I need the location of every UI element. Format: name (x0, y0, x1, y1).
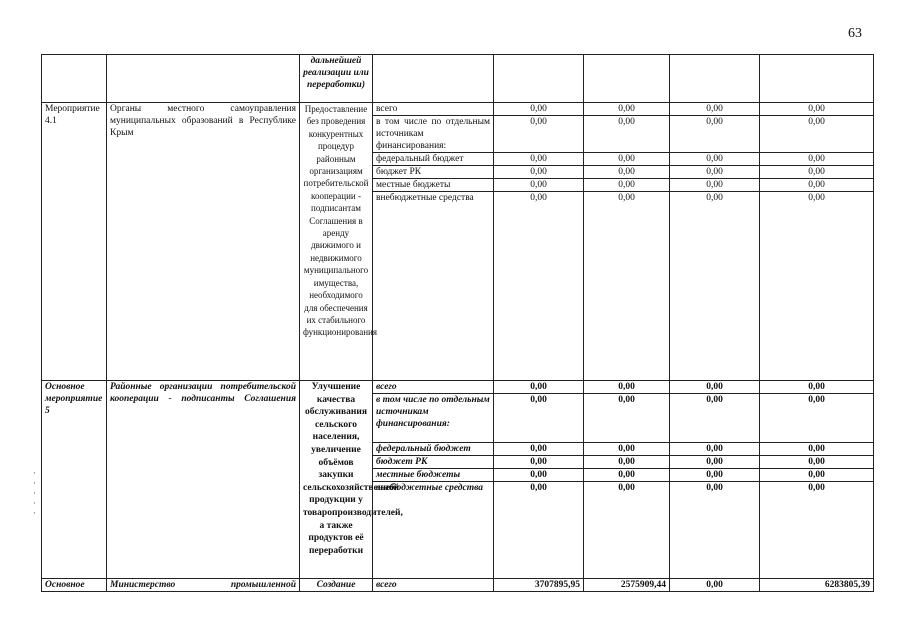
source-label: федеральный бюджет (373, 153, 494, 166)
value-cell: 0,00 (670, 116, 760, 153)
source-label: в том числе по отдельным источникам финансирования: (373, 394, 494, 443)
value-cell: 0,00 (494, 469, 584, 482)
value-cell: 2575909,44 (584, 579, 670, 592)
value-cell: 0,00 (494, 381, 584, 394)
source-label: внебюджетные средства (373, 192, 494, 381)
measure-id: Основное мероприятие 5 (42, 381, 107, 579)
value-cell: 0,00 (584, 456, 670, 469)
value-cell: 0,00 (760, 103, 874, 116)
value-cell: 0,00 (670, 469, 760, 482)
value-cell: 0,00 (584, 116, 670, 153)
value-cell: 0,00 (670, 394, 760, 443)
executor: Районные организации потребительской кооперации - подписанты Соглашения (107, 381, 300, 579)
value-cell: 0,00 (760, 192, 874, 381)
value-cell: 0,00 (584, 394, 670, 443)
value-cell: 0,00 (494, 153, 584, 166)
page-number: 63 (848, 26, 862, 41)
value-cell: 0,00 (494, 116, 584, 153)
continuation-row (42, 55, 874, 103)
value-cell: 0,00 (494, 179, 584, 192)
purpose: Создание (300, 579, 373, 592)
value-cell: 0,00 (670, 482, 760, 579)
value-cell: 0,00 (760, 482, 874, 579)
value-cell: 0,00 (760, 469, 874, 482)
table-row (42, 579, 874, 592)
value-cell: 3707895,95 (494, 579, 584, 592)
value-cell: 0,00 (584, 381, 670, 394)
purpose-continuation: дальнейшей реализации или переработки) (300, 55, 373, 103)
value-cell: 0,00 (670, 381, 760, 394)
source-label: бюджет РК (373, 456, 494, 469)
value-cell: 0,00 (584, 482, 670, 579)
value-cell: 0,00 (670, 579, 760, 592)
value-cell: 0,00 (494, 192, 584, 381)
value-cell: 0,00 (494, 443, 584, 456)
value-cell: 0,00 (760, 166, 874, 179)
source-label: федеральный бюджет (373, 443, 494, 456)
source-label: всего (373, 381, 494, 394)
measure-id: Основное (42, 579, 107, 592)
measure-id: Мероприятие 4.1 (42, 103, 107, 381)
source-label: всего (373, 579, 494, 592)
value-cell: 0,00 (584, 443, 670, 456)
purpose: Улучшение качества обслуживания сельского населения, увеличение объёмов закупки сельскохозяйственной продукции у товаропроизводителей, а также продуктов её переработки (300, 381, 373, 579)
value-cell: 0,00 (670, 443, 760, 456)
value-cell: 0,00 (584, 153, 670, 166)
value-cell: 0,00 (494, 394, 584, 443)
source-label: внебюджетные средства (373, 482, 494, 579)
value-cell: 0,00 (494, 456, 584, 469)
value-cell: 0,00 (670, 179, 760, 192)
value-cell: 0,00 (760, 179, 874, 192)
value-cell: 0,00 (760, 394, 874, 443)
value-cell: 0,00 (584, 179, 670, 192)
executor: Органы местного самоуправления муниципальных образований в Республике Крым (107, 103, 300, 381)
source-label: всего (373, 103, 494, 116)
value-cell: 0,00 (584, 469, 670, 482)
table-row (42, 103, 874, 116)
program-table (41, 54, 874, 592)
value-cell: 0,00 (670, 456, 760, 469)
value-cell: 0,00 (760, 443, 874, 456)
source-label: бюджет РК (373, 166, 494, 179)
value-cell: 0,00 (760, 116, 874, 153)
value-cell: 0,00 (584, 192, 670, 381)
value-cell: 6283805,39 (760, 579, 874, 592)
value-cell: 0,00 (670, 192, 760, 381)
source-label: местные бюджеты (373, 179, 494, 192)
value-cell: 0,00 (760, 153, 874, 166)
value-cell: 0,00 (494, 482, 584, 579)
value-cell: 0,00 (670, 103, 760, 116)
source-label: местные бюджеты (373, 469, 494, 482)
executor: Министерство промышленной (107, 579, 300, 592)
scan-marks: · · · · · (33, 468, 36, 518)
purpose: Предоставление без проведения конкурентных процедур районным организациям потребительской кооперации - подписантам Соглашения в аренду движимого и недвижимого муниципального имущества, необходимого для обеспечения их стабильного функционирования (300, 103, 373, 381)
source-label: в том числе по отдельным источникам финансирования: (373, 116, 494, 153)
table-row (42, 381, 874, 394)
value-cell: 0,00 (670, 153, 760, 166)
value-cell: 0,00 (494, 166, 584, 179)
value-cell: 0,00 (584, 166, 670, 179)
value-cell: 0,00 (584, 103, 670, 116)
value-cell: 0,00 (494, 103, 584, 116)
value-cell: 0,00 (760, 456, 874, 469)
value-cell: 0,00 (760, 381, 874, 394)
value-cell: 0,00 (670, 166, 760, 179)
